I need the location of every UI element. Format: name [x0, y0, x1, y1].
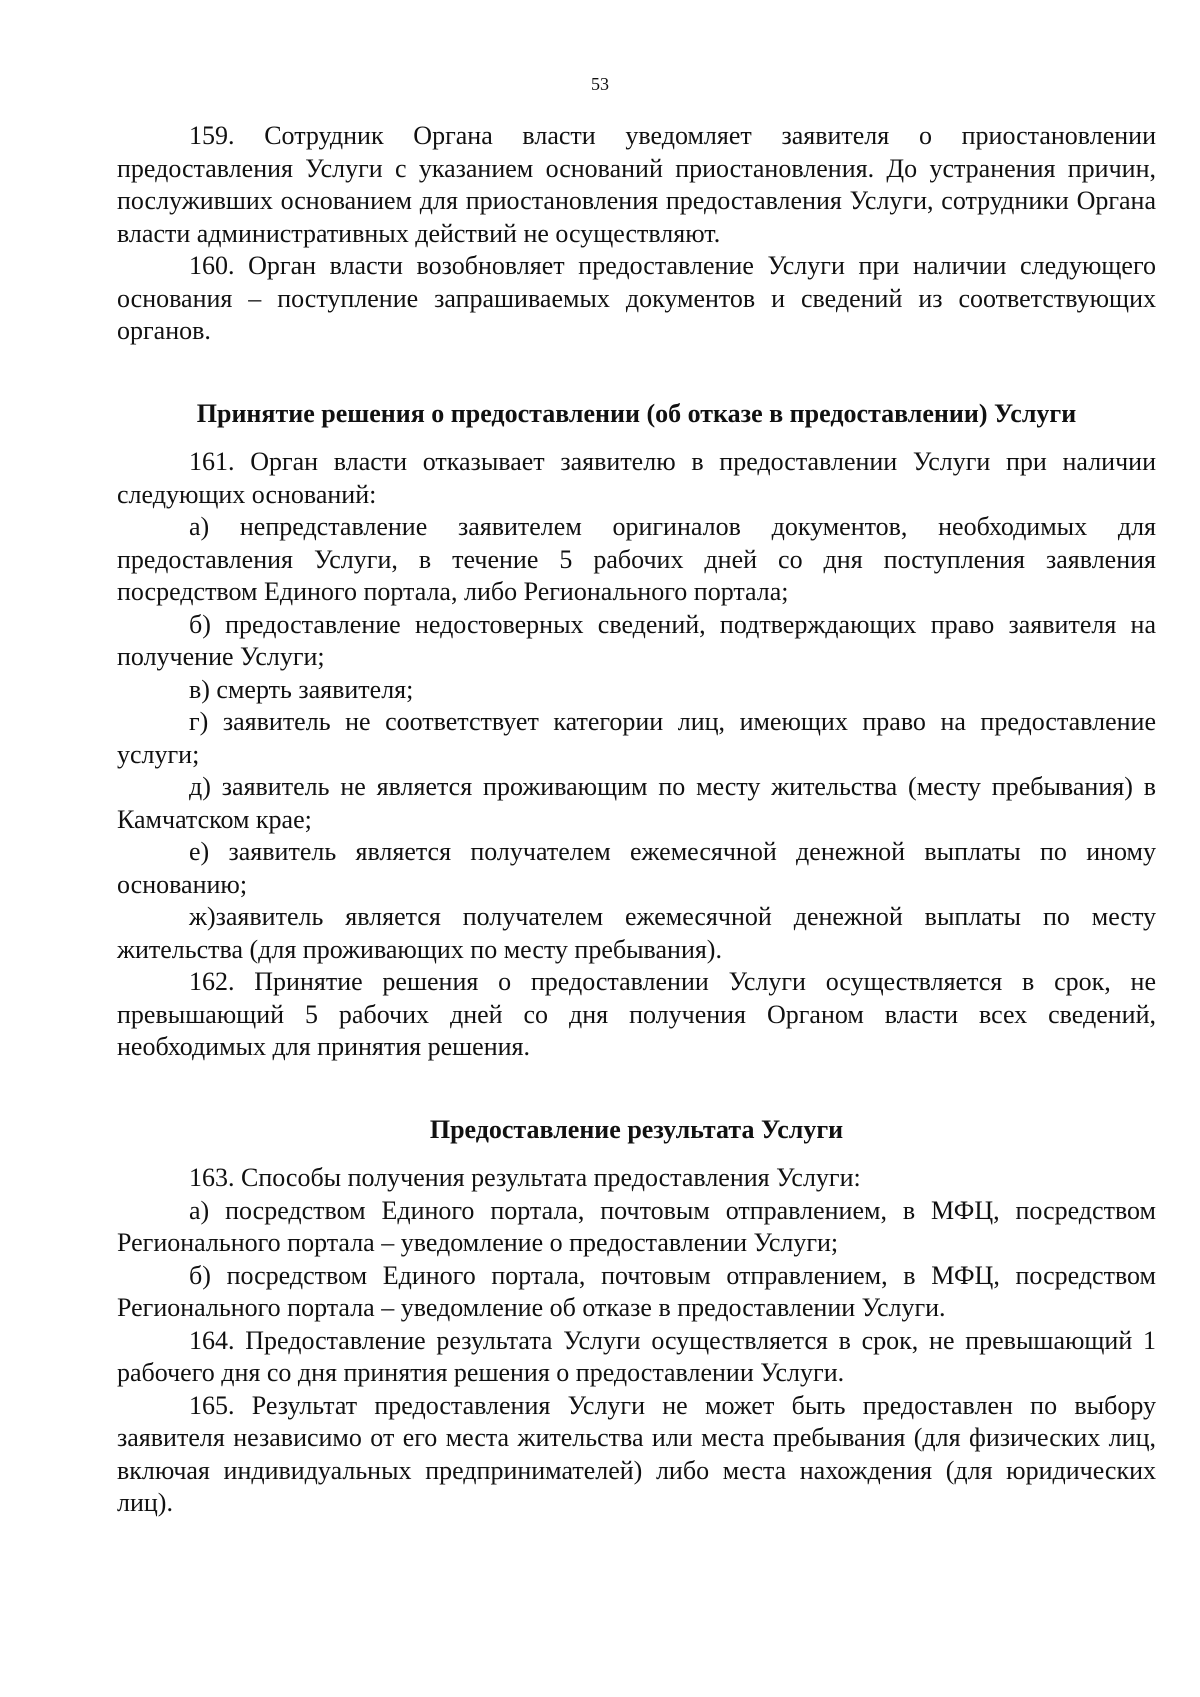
list-item-161-g: г) заявитель не соответствует категории лиц, имеющих право на предоставление услуги; — [117, 707, 1156, 769]
paragraph-159: 159. Сотрудник Органа власти уведомляет заявителя о приостановлении предоставления Услуги с указанием оснований приостановления. До устранения причин, послуживших основанием для приостановления предоставления Услуги, сотрудники Органа власти административных действий не осуществляют. — [117, 121, 1156, 248]
list-item-161-d: д) заявитель не является проживающим по месту жительства (месту пребывания) в Камчатском крае; — [117, 772, 1156, 834]
list-item-161-v: в) смерть заявителя; — [189, 674, 414, 704]
list-item-161-a: а) непредставление заявителем оригиналов документов, необходимых для предоставления Услуги, в течение 5 рабочих дней со дня поступления заявления посредством Единого портала, либо Регионального портала; — [117, 512, 1156, 606]
section-heading-result: Предоставление результата Услуги — [429, 1114, 844, 1144]
paragraph-163: 163. Способы получения результата предоставления Услуги: — [189, 1163, 861, 1192]
list-item-161-e: е) заявитель является получателем ежемесячной денежной выплаты по иному основанию; — [117, 837, 1156, 899]
list-item-163-b: б) посредством Единого портала, почтовым отправлением, в МФЦ, посредством Регионального портала – уведомление об отказе в предоставлении Услуги. — [117, 1260, 1156, 1322]
page-number: 53 — [591, 74, 609, 94]
list-item-161-b: б) предоставление недостоверных сведений, подтверждающих право заявителя на получение Услуги; — [117, 609, 1156, 671]
paragraph-165: 165. Результат предоставления Услуги не может быть предоставлен по выбору заявителя независимо от его места жительства или места пребывания (для физических лиц, включая индивидуальных предпринимателей) либо места нахождения (для юридических лиц). — [117, 1390, 1156, 1517]
list-item-161-zh: ж)заявитель является получателем ежемесячной денежной выплаты по месту жительства (для проживающих по месту пребывания). — [117, 902, 1156, 964]
document-body — [117, 120, 1156, 1520]
paragraph-161: 161. Орган власти отказывает заявителю в предоставлении Услуги при наличии следующих оснований: — [117, 447, 1156, 509]
paragraph-164: 164. Предоставление результата Услуги осуществляется в срок, не превышающий 1 рабочего дня со дня принятия решения о предоставлении Услуги. — [117, 1325, 1156, 1387]
section-heading-decision: Принятие решения о предоставлении (об отказе в предоставлении) Услуги — [196, 398, 1077, 428]
list-item-163-a: а) посредством Единого портала, почтовым отправлением, в МФЦ, посредством Регионального портала – уведомление о предоставлении Услуги; — [117, 1195, 1156, 1257]
paragraph-160: 160. Орган власти возобновляет предоставление Услуги при наличии следующего основания – поступление запрашиваемых документов и сведений из соответствующих органов. — [117, 251, 1156, 345]
paragraph-162: 162. Принятие решения о предоставлении Услуги осуществляется в срок, не превышающий 5 рабочих дней со дня получения Органом власти всех сведений, необходимых для принятия решения. — [117, 967, 1156, 1061]
